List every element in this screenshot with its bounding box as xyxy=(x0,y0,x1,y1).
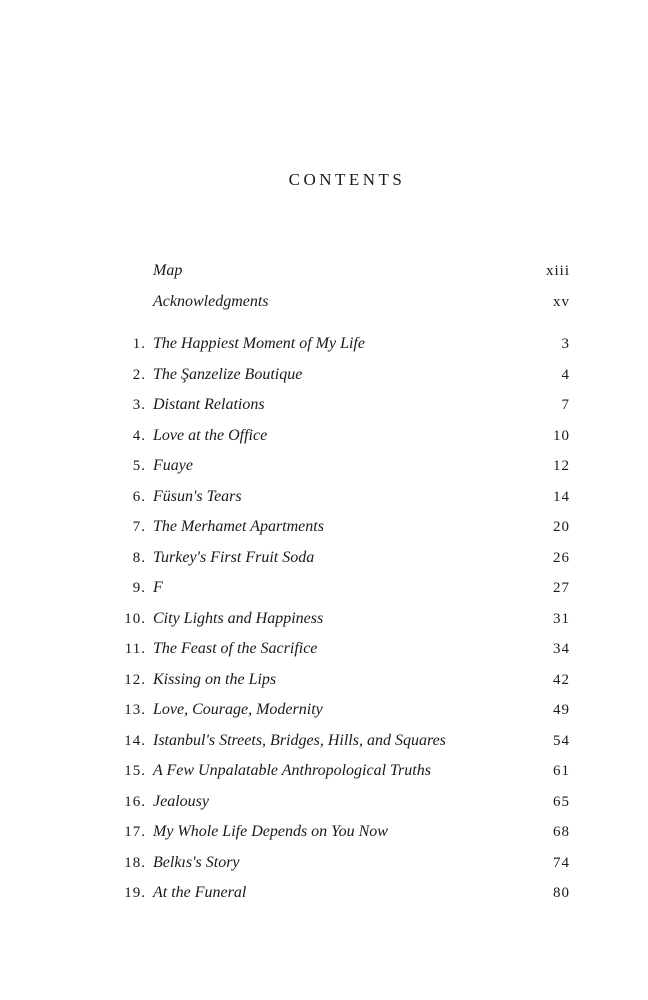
toc-entry-chapter xyxy=(0,756,648,787)
toc-entry-chapter xyxy=(0,482,648,513)
toc-entry-page: xv xyxy=(553,293,570,310)
toc-entry-chapter xyxy=(0,604,648,635)
contents-heading: CONTENTS xyxy=(288,170,406,189)
toc-entry-title: The Feast of the Sacrifice xyxy=(153,640,318,657)
toc-entry-title: Acknowledgments xyxy=(153,292,269,310)
toc-entry-title: The Merhamet Apartments xyxy=(153,518,324,535)
toc-entry-page: 27 xyxy=(553,580,570,596)
toc-entry-page: 3 xyxy=(561,336,570,352)
toc-entry-title: Love, Courage, Modernity xyxy=(153,701,323,718)
toc-entry-page: xiii xyxy=(545,263,570,279)
toc-entry-title: Kissing on the Lips xyxy=(153,670,277,688)
toc-entry-number: 18. xyxy=(124,854,146,871)
toc-entry-title: The Happiest Moment of My Life xyxy=(153,335,365,352)
toc-entry-chapter xyxy=(0,512,648,543)
toc-entry-number: 9. xyxy=(132,580,146,596)
toc-entry-number: 1. xyxy=(132,336,146,352)
toc-entry-chapter xyxy=(0,390,648,421)
toc-entry-page: 54 xyxy=(553,732,570,749)
toc-entry-number: 2. xyxy=(132,366,146,383)
toc-entry-title: City Lights and Happiness xyxy=(153,609,324,627)
toc-entry-page: 31 xyxy=(553,610,570,627)
toc-entry-page: 26 xyxy=(553,549,570,566)
toc-entry-page: 65 xyxy=(553,793,570,810)
toc-entry-chapter xyxy=(0,665,648,696)
toc-entry-number: 14. xyxy=(124,732,146,749)
toc-entry-map xyxy=(0,256,648,287)
toc-entry-title: The Şanzelize Boutique xyxy=(153,365,303,383)
toc-entry-number: 5. xyxy=(132,458,146,474)
toc-entry-acknowledgments xyxy=(0,287,648,318)
toc-entry-page: 80 xyxy=(553,885,570,901)
toc-entry-title: Distant Relations xyxy=(153,396,265,413)
toc-entry-page: 12 xyxy=(553,458,570,474)
toc-entry-number: 13. xyxy=(124,702,146,718)
toc-entry-number: 3. xyxy=(132,397,146,413)
toc-entry-chapter xyxy=(0,543,648,574)
toc-entry-chapter xyxy=(0,848,648,879)
table-of-contents xyxy=(0,256,648,909)
toc-entry-number: 7. xyxy=(132,519,146,535)
toc-entry-page: 7 xyxy=(561,397,570,413)
toc-entry-chapter xyxy=(0,695,648,726)
toc-entry-title: Istanbul's Streets, Bridges, Hills, and Squares xyxy=(153,731,446,749)
toc-entry-title: Belkıs's Story xyxy=(153,853,240,871)
toc-entry-number: 12. xyxy=(124,671,146,688)
toc-entry-page: 34 xyxy=(553,641,570,657)
toc-entry-number: 16. xyxy=(124,793,146,810)
toc-entry-page: 49 xyxy=(553,702,570,718)
toc-entry-chapter xyxy=(0,634,648,665)
toc-entry-chapter xyxy=(0,329,648,360)
toc-entry-chapter xyxy=(0,573,648,604)
toc-entry-number: 19. xyxy=(124,885,146,901)
toc-entry-page: 20 xyxy=(553,519,570,535)
toc-entry-chapter xyxy=(0,421,648,452)
toc-entry-page: 68 xyxy=(553,824,570,840)
toc-entry-title: Turkey's First Fruit Soda xyxy=(153,548,315,566)
toc-entry-page: 61 xyxy=(553,763,570,779)
toc-entry-page: 14 xyxy=(553,488,570,505)
toc-entry-title: A Few Unpalatable Anthropological Truths xyxy=(153,762,431,779)
toc-entry-title: Love at the Office xyxy=(153,426,268,444)
toc-entry-page: 4 xyxy=(561,366,570,383)
toc-entry-number: 10. xyxy=(124,610,146,627)
toc-entry-title: Map xyxy=(153,262,183,279)
toc-entry-chapter xyxy=(0,451,648,482)
toc-entry-page: 74 xyxy=(553,854,570,871)
toc-entry-title: Füsun's Tears xyxy=(153,487,242,505)
toc-entry-chapter xyxy=(0,878,648,909)
toc-entry-chapter xyxy=(0,360,648,391)
toc-entry-number: 8. xyxy=(132,549,146,566)
toc-entry-number: 17. xyxy=(124,824,146,840)
toc-entry-number: 11. xyxy=(124,641,146,657)
toc-entry-title: Fuaye xyxy=(153,457,193,474)
toc-entry-chapter xyxy=(0,817,648,848)
toc-entry-title: At the Funeral xyxy=(153,884,247,901)
toc-entry-title: Jealousy xyxy=(153,792,209,810)
toc-entry-page: 10 xyxy=(553,427,570,444)
toc-entry-chapter xyxy=(0,787,648,818)
toc-entry-number: 6. xyxy=(132,488,146,505)
toc-entry-title: F xyxy=(153,579,163,596)
toc-entry-page: 42 xyxy=(553,671,570,688)
toc-entry-title: My Whole Life Depends on You Now xyxy=(153,823,388,840)
toc-entry-chapter xyxy=(0,726,648,757)
toc-entry-number: 15. xyxy=(124,763,146,779)
toc-entry-number: 4. xyxy=(132,427,146,444)
